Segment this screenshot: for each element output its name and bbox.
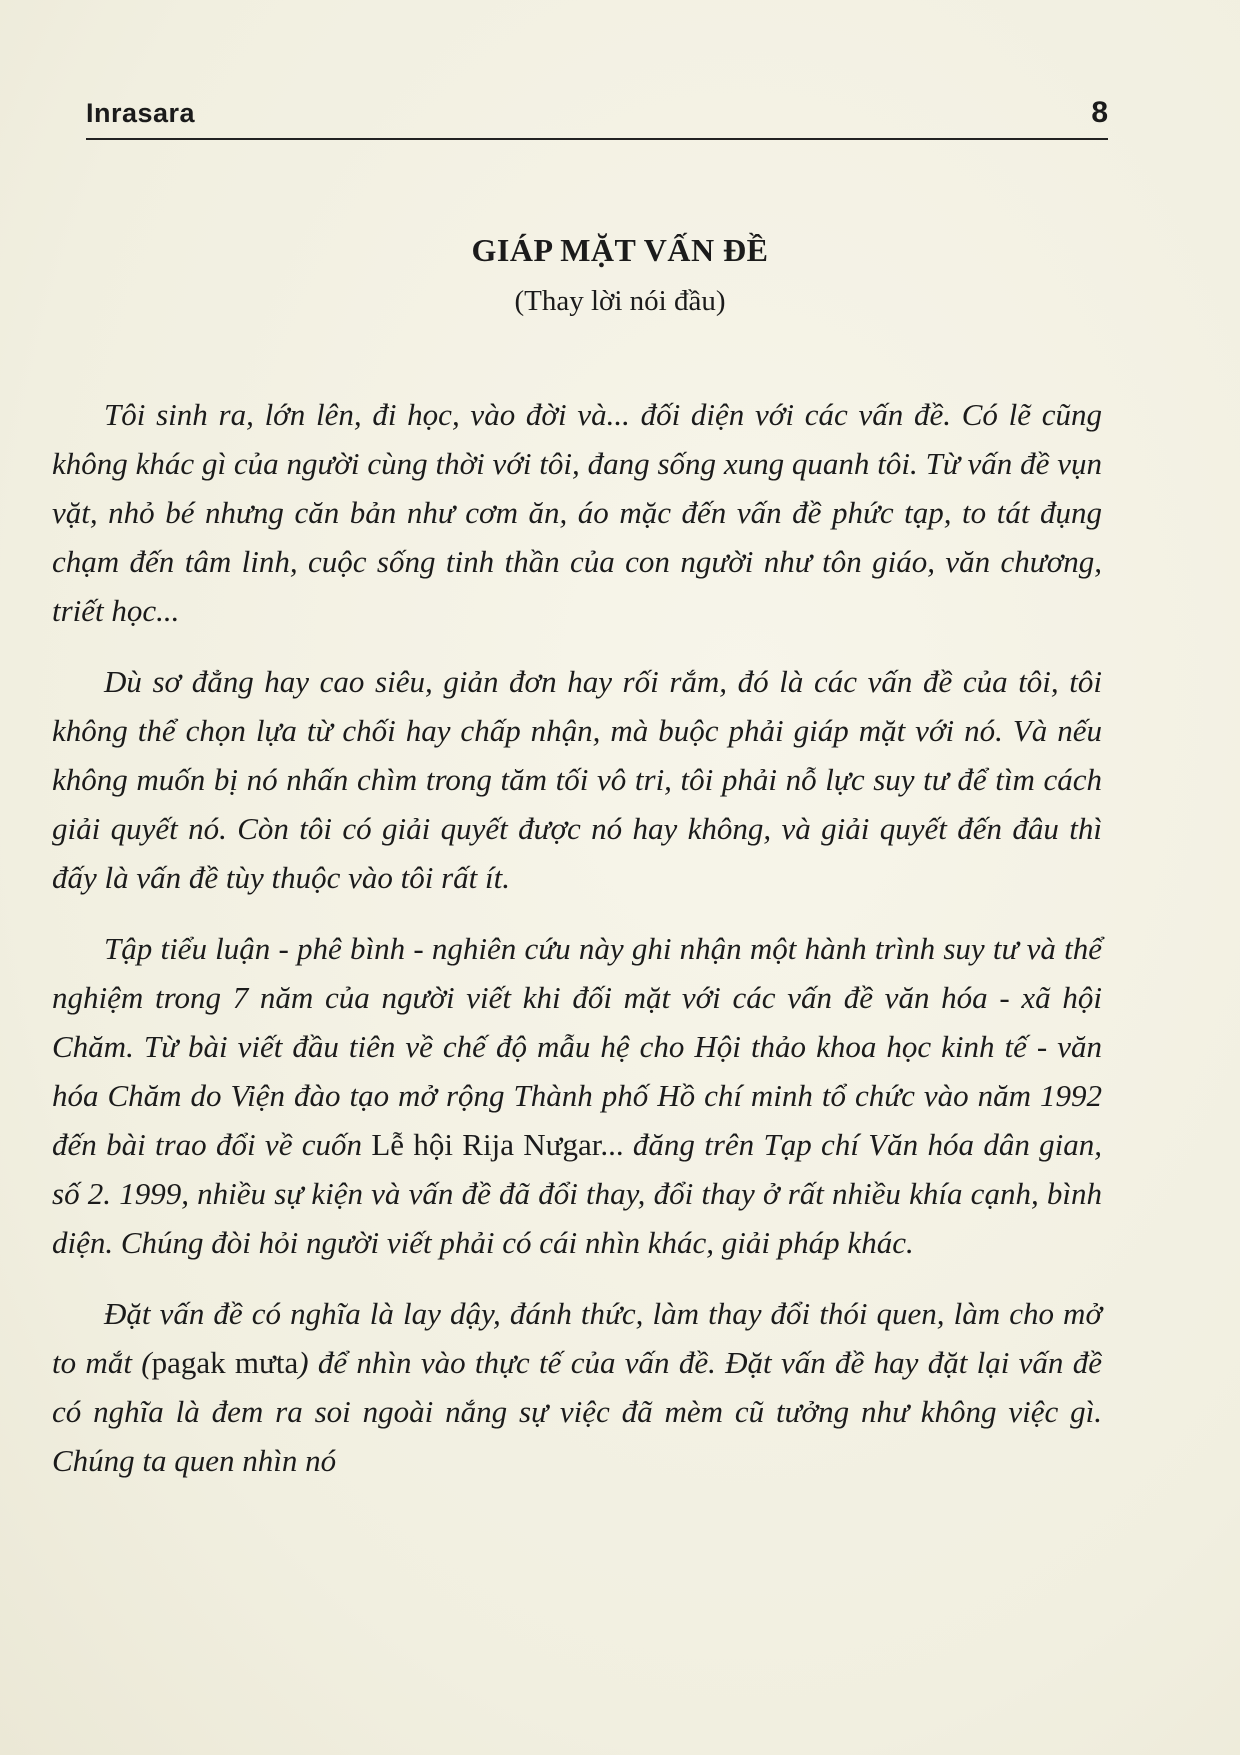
paragraph-3-text-a: Tập tiểu luận - phê bình - nghiên cứu này ghi nhận một hành trình suy tư và thể nghiệm trong 7 năm của người viết khi đối mặt với các vấn đề văn hóa - xã hội Chăm. Từ bài viết đầu tiên về chế độ mẫu hệ cho Hội thảo khoa học kinh tế - văn hóa Chăm do Viện đào tạo mở rộng Thành phố Hồ chí minh tổ chức vào năm 1992 đến bài trao đổi về cuốn (52, 931, 1102, 1162)
cham-term: pagak mưta (151, 1345, 299, 1380)
page-number: 8 (1091, 96, 1108, 129)
paragraph-4 (52, 1289, 1102, 1485)
paragraph-1: Tôi sinh ra, lớn lên, đi học, vào đời và... đối diện với các vấn đề. Có lẽ cũng không khác gì của người cùng thời với tôi, đang sống xung quanh tôi. Từ vấn đề vụn vặt, nhỏ bé nhưng căn bản như cơm ăn, áo mặc đến vấn đề phức tạp, to tát đụng chạm đến tâm linh, cuộc sống tinh thần của con người như tôn giáo, văn chương, triết học... (52, 397, 1102, 628)
paragraph-4-text-b: ) để nhìn vào thực tế của vấn đề. Đặt vấn đề hay đặt lại vấn đề có nghĩa là đem ra soi ngoài nắng sự việc đã mèm cũ tưởng như không việc gì. Chúng ta quen nhìn nó (52, 1345, 1102, 1478)
body-text (52, 390, 1102, 1507)
paragraph-3-text-b: đăng trên Tạp chí Văn hóa dân gian, số 2. 1999, nhiều sự kiện và vấn đề đã đổi thay, đổi thay ở rất nhiều khía cạnh, bình diện. Chúng đòi hỏi người viết phải có cái nhìn khác, giải pháp khác. (52, 1127, 1103, 1260)
chapter-title: GIÁP MẶT VẤN ĐỀ (471, 232, 769, 268)
paragraph-3 (52, 924, 1102, 1267)
author-name: Inrasara (86, 98, 196, 128)
paragraph-4-text-a: Đặt vấn đề có nghĩa là lay dậy, đánh thức, làm thay đổi thói quen, làm cho mở to mắt ( (52, 1296, 1102, 1380)
paragraph-2: Dù sơ đẳng hay cao siêu, giản đơn hay rối rắm, đó là các vấn đề của tôi, tôi không thể chọn lựa từ chối hay chấp nhận, mà buộc phải giáp mặt với nó. Và nếu không muốn bị nó nhấn chìm trong tăm tối vô tri, tôi phải nỗ lực suy tư để tìm cách giải quyết nó. Còn tôi có giải quyết được nó hay không, và giải quyết đến đâu thì đấy là vấn đề tùy thuộc vào tôi rất ít. (52, 664, 1102, 895)
book-title-reference: Lễ hội Rija Nưgar... (371, 1127, 624, 1162)
chapter-subtitle: (Thay lời nói đầu) (514, 285, 726, 317)
running-header (86, 96, 1108, 140)
